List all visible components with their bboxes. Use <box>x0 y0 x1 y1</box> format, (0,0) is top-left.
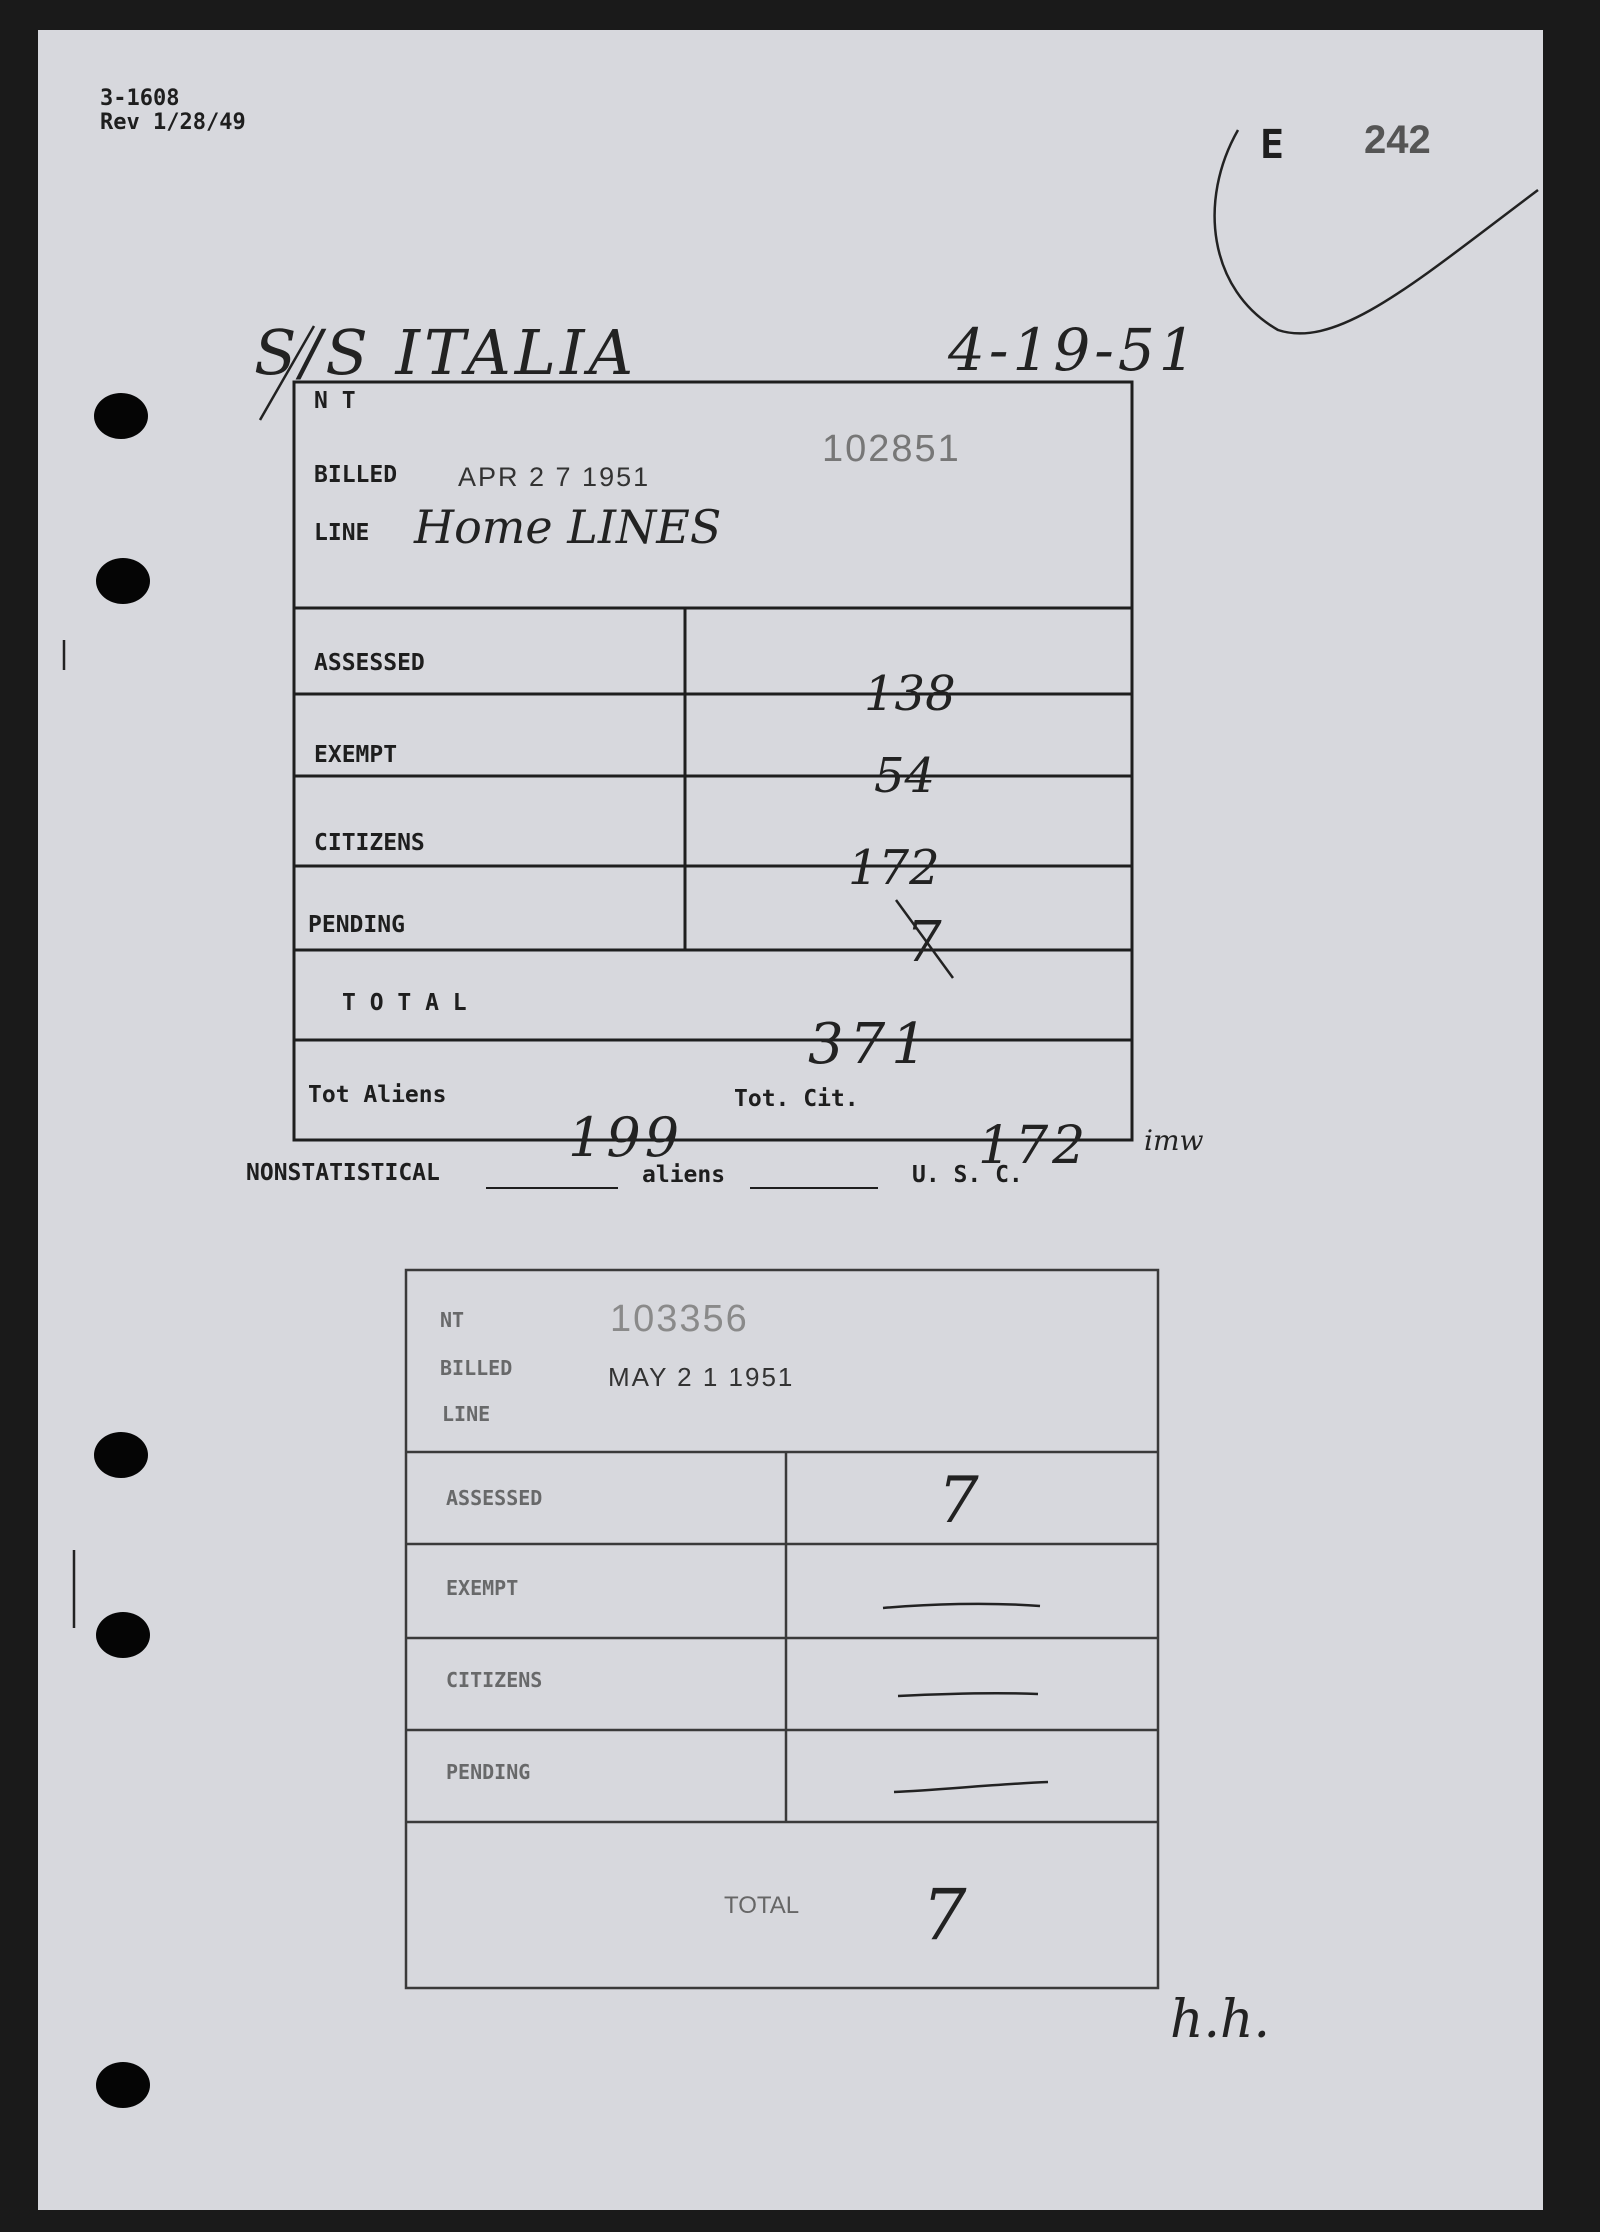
card2-billed-label: BILLED <box>440 1356 513 1380</box>
pending-value: 7 <box>906 910 942 975</box>
assessed-value: 138 <box>864 666 956 722</box>
card2-total-label: TOTAL <box>724 1892 800 1919</box>
card2-nt-label: NT <box>440 1308 465 1332</box>
usc-label: U. S. C. <box>912 1162 1023 1188</box>
line-value: Home LINES <box>414 500 722 554</box>
vessel-name: S/S ITALIA <box>254 316 638 389</box>
exempt-label: EXEMPT <box>314 742 398 768</box>
document-page <box>38 30 1543 2210</box>
form-number: 3-1608 <box>100 86 180 111</box>
nt-label: N T <box>314 388 356 414</box>
card2-serial-number: 103356 <box>610 1298 749 1340</box>
card2-line-label: LINE <box>442 1402 491 1426</box>
vessel-date: 4-19-51 <box>948 316 1200 384</box>
card2-pending-label: PENDING <box>446 1760 531 1784</box>
line-label: LINE <box>314 520 370 546</box>
billed-label: BILLED <box>314 462 398 488</box>
initials: imw <box>1144 1124 1204 1157</box>
tot-aliens-label: Tot Aliens <box>308 1082 447 1108</box>
card2-citizens-label: CITIZENS <box>446 1668 543 1692</box>
pending-label: PENDING <box>308 912 405 938</box>
card2-billed-date: MAY 2 1 1951 <box>608 1362 795 1392</box>
tot-aliens-value: 199 <box>568 1106 684 1169</box>
card2-exempt-label: EXEMPT <box>446 1576 519 1600</box>
total-value: 371 <box>808 1012 933 1077</box>
citizens-value: 172 <box>848 840 940 896</box>
assessed-label: ASSESSED <box>314 650 425 676</box>
tot-cit-value: 172 <box>978 1116 1090 1176</box>
card2-assessed-value: 7 <box>938 1464 979 1538</box>
nonstatistical-label: NONSTATISTICAL <box>246 1160 440 1186</box>
file-code: E <box>1260 122 1285 168</box>
card2-initials: h.h. <box>1170 1990 1271 2050</box>
tot-cit-label: Tot. Cit. <box>734 1086 859 1112</box>
card2-total-value: 7 <box>922 1874 967 1956</box>
billed-date: APR 2 7 1951 <box>458 462 651 492</box>
total-label: T O T A L <box>342 990 467 1016</box>
serial-number: 102851 <box>822 428 961 470</box>
card2-assessed-label: ASSESSED <box>446 1486 543 1510</box>
form-revision: Rev 1/28/49 <box>100 110 246 135</box>
exempt-value: 54 <box>874 748 936 804</box>
file-number: 242 <box>1364 118 1431 162</box>
aliens-label: aliens <box>642 1162 726 1188</box>
citizens-label: CITIZENS <box>314 830 425 856</box>
